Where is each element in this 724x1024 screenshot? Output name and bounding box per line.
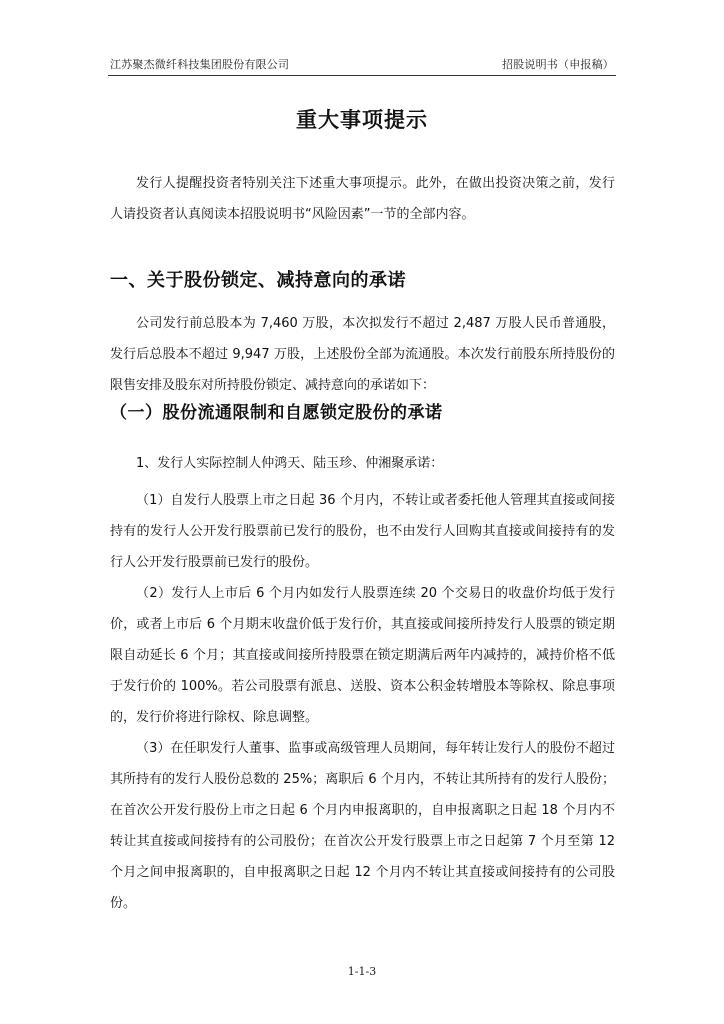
clause-3-paragraph: （3）在任职发行人董事、监事或高级管理人员期间，每年转让发行人的股份不超过其所持有的发行人股份总数的 25%；离职后 6 个月内，不转让其所持有的发行人股份；在首次公开发行股份上市之日起 6 个月内申报离职的，自申报离职之日起 18 个月内不转让其直接或间接持有的公司股份；在首次公开发行股票上市之日起第 7 个月至第 12 个月之间申报离职的，自申报离职之日起 12 个月内不转让其直接或间接持有的公司股份。 — [110, 741, 615, 911]
clause-1-paragraph: （1）自发行人股票上市之日起 36 个月内，不转让或者委托他人管理其直接或间接持有的发行人公开发行股票前已发行的股份，也不由发行人回购其直接或间接持有的发行人公开发行股票前已发行的股份。 — [110, 493, 615, 570]
header-document-type: 招股说明书（申报稿） — [502, 58, 614, 71]
page-title: 重大事项提示 — [296, 108, 428, 132]
intro-paragraph: 发行人提醒投资者特别关注下述重大事项提示。此外，在做出投资决策之前，发行人请投资者认真阅读本招股说明书“风险因素”一节的全部内容。 — [110, 176, 615, 222]
item-1-heading: 1、发行人实际控制人仲鸿天、陆玉珍、仲湘聚承诺： — [136, 456, 444, 471]
header-divider — [108, 75, 616, 76]
clause-2-paragraph: （2）发行人上市后 6 个月内如发行人股票连续 20 个交易日的收盘价均低于发行价，或者上市后 6 个月期末收盘价低于发行价，其直接或间接所持发行人股票的锁定期限自动延长 6 个月；其直接或间接所持股票在锁定期满后两年内减持的，减持价格不低于发行价的 100%。若公司股票有派息、送股、资本公积金转增股本等除权、除息事项的，发行价将进行除权、除息调整。 — [110, 586, 615, 725]
subsection-heading: （一）股份流通限制和自愿锁定股份的承诺 — [110, 403, 443, 423]
section-heading: 一、关于股份锁定、减持意向的承诺 — [110, 270, 406, 291]
page-number: 1-1-3 — [347, 965, 377, 978]
section-body-paragraph: 公司发行前总股本为 7,460 万股，本次拟发行不超过 2,487 万股人民币普通股，发行后总股本不超过 9,947 万股，上述股份全部为流通股。本次发行前股东所持股份的限售安排及股东对所持股份锁定、减持意向的承诺如下： — [110, 316, 615, 393]
header-company-name: 江苏聚杰微纤科技集团股份有限公司 — [110, 58, 290, 71]
